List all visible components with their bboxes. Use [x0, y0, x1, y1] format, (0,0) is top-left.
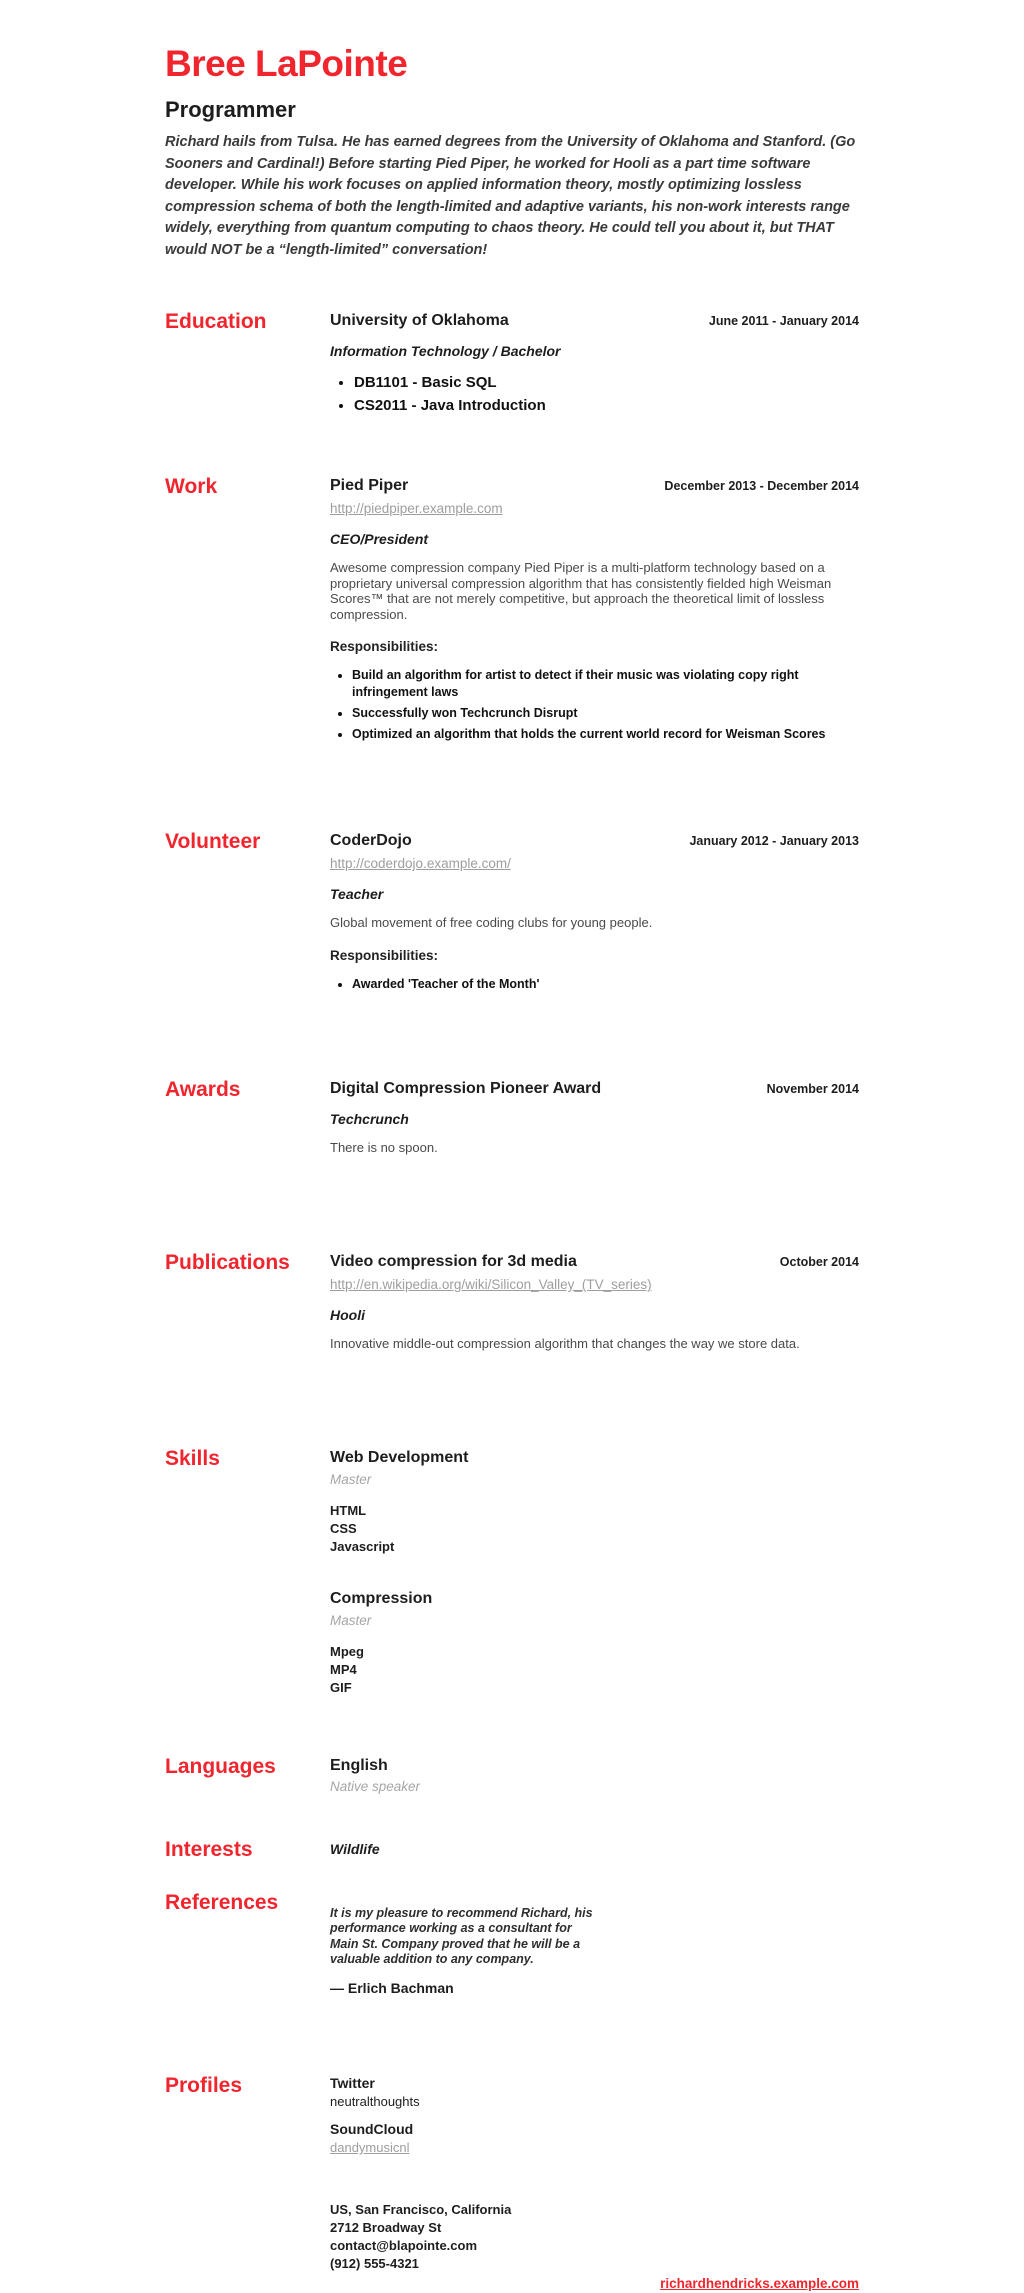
- profile-soundcloud: [330, 2121, 859, 2155]
- publication-date: October 2014: [779, 1255, 859, 1269]
- work-company: Pied Piper: [330, 477, 409, 494]
- interests-body: [330, 1839, 859, 1861]
- publication-summary: Innovative middle-out compression algorithm that changes the way we store data.: [330, 1336, 800, 1351]
- skill-compression: [330, 1589, 859, 1697]
- volunteer-organization-link[interactable]: http://coderdojo.example.com/: [330, 856, 511, 871]
- volunteer-organization: CoderDojo: [330, 832, 412, 849]
- volunteer-responsibilities-label: Responsibilities:: [330, 947, 439, 963]
- work-date: December 2013 - December 2014: [664, 479, 859, 493]
- work-highlight: • Optimized an algorithm that holds the current world record for Weisman Scores: [352, 726, 859, 743]
- education-degree: Information Technology / Bachelor: [330, 343, 561, 359]
- interest-name: Wildlife: [330, 1840, 380, 1857]
- profile-network: Twitter: [330, 2075, 375, 2091]
- skill-keyword-list: [330, 1502, 859, 1556]
- contact-phone: (912) 555-4321: [330, 2256, 419, 2271]
- personal-website-link[interactable]: richardhendricks.example.com: [660, 2276, 859, 2291]
- volunteer-highlight: • Awarded 'Teacher of the Month': [352, 976, 859, 993]
- resume-header: [165, 45, 859, 261]
- course-item: • CS2011 - Java Introduction: [354, 398, 859, 414]
- skill-keyword: MP4: [330, 1661, 357, 1677]
- work-body: [330, 476, 859, 747]
- volunteer-highlight-list: [330, 976, 859, 993]
- reference-name: — Erlich Bachman: [330, 1980, 454, 1996]
- award-title: Digital Compression Pioneer Award: [330, 1079, 602, 1097]
- education-date: June 2011 - January 2014: [708, 314, 859, 328]
- skill-keyword: HTML: [330, 1502, 367, 1518]
- skill-keyword: Javascript: [330, 1538, 395, 1554]
- profiles-body: [330, 2075, 859, 2155]
- volunteer-date: January 2012 - January 2013: [689, 834, 859, 848]
- section-title-awards: Awards: [165, 1077, 241, 1101]
- section-references: [165, 1892, 859, 1998]
- section-title-volunteer: Volunteer: [165, 830, 261, 853]
- contact-email: contact@blapointe.com: [330, 2238, 478, 2253]
- section-title-skills: Skills: [165, 1446, 220, 1470]
- education-institution: University of Oklahoma: [330, 312, 509, 329]
- publication-name: Video compression for 3d media: [330, 1253, 577, 1270]
- profile-twitter: [330, 2075, 859, 2109]
- contact-body: [330, 2201, 859, 2273]
- resume-page: [165, 0, 859, 2293]
- footer: [165, 2275, 859, 2293]
- section-profiles: [165, 2075, 859, 2155]
- education-course-list: [330, 375, 859, 414]
- section-title-languages: Languages: [165, 1754, 276, 1778]
- publication-link[interactable]: http://en.wikipedia.org/wiki/Silicon_Valley_(TV_series): [330, 1277, 652, 1292]
- person-name: Bree LaPointe: [165, 43, 408, 84]
- publications-body: [330, 1252, 859, 1365]
- profile-username-link[interactable]: dandymusicnl: [330, 2140, 410, 2155]
- profile-username: neutralthoughts: [330, 2094, 420, 2109]
- person-summary: Richard hails from Tulsa. He has earned degrees from the University of Oklahoma and Stanford. (Go Sooners and Cardinal!) Before starting Pied Piper, he worked for Hooli as a part time software developer. While his work focuses on applied information theory, mostly optimizing lossless compression schema of both the length-limited and adaptive variants, his non-work interests range widely, everything from quantum computing to chaos theory. He could tell you about it, but THAT would NOT be a “length-limited” conversation!: [165, 134, 856, 258]
- section-education: [165, 311, 859, 421]
- publication-publisher: Hooli: [330, 1307, 365, 1323]
- contact-address: 2712 Broadway St: [330, 2220, 442, 2235]
- skills-body: [330, 1448, 859, 1697]
- volunteer-body: [330, 831, 859, 997]
- education-body: [330, 311, 859, 421]
- volunteer-position: Teacher: [330, 886, 384, 902]
- section-title-references: References: [165, 1890, 279, 1914]
- work-summary: Awesome compression company Pied Piper is a multi-platform technology based on a proprietary universal compression algorithm that has consistently fielded high Weisman Scores™ that are not merely competitive, but approach the theoretical limit of lossless compression.: [330, 560, 832, 622]
- person-job-title: Programmer: [165, 97, 296, 122]
- section-skills: [165, 1448, 859, 1697]
- language-name: English: [330, 1756, 388, 1774]
- work-highlight: • Build an algorithm for artist to detect if their music was violating copy right infringement laws: [352, 667, 859, 701]
- section-title-publications: Publications: [165, 1251, 290, 1274]
- work-company-link[interactable]: http://piedpiper.example.com: [330, 501, 503, 516]
- section-interests: [165, 1839, 859, 1861]
- section-title-education: Education: [165, 310, 267, 333]
- skill-level: Master: [330, 1471, 372, 1487]
- skill-keyword: GIF: [330, 1679, 352, 1695]
- section-contact: [165, 2201, 859, 2273]
- profile-network: SoundCloud: [330, 2121, 414, 2137]
- section-volunteer: [165, 831, 859, 997]
- section-title-profiles: Profiles: [165, 2074, 243, 2097]
- languages-body: [330, 1756, 859, 1794]
- award-awarder: Techcrunch: [330, 1110, 409, 1127]
- references-body: [330, 1892, 859, 1998]
- work-highlight-list: [330, 667, 859, 743]
- award-date: November 2014: [766, 1081, 859, 1096]
- section-publications: [165, 1252, 859, 1365]
- contact-spacer: [165, 2201, 330, 2273]
- section-title-work: Work: [165, 475, 218, 498]
- section-languages: [165, 1756, 859, 1794]
- skill-keyword: Mpeg: [330, 1643, 364, 1659]
- reference-quote: It is my pleasure to recommend Richard, his performance working as a consultant for Main St. Company proved that he will be a valuable addition to any company.: [330, 1905, 593, 1966]
- skill-keyword: CSS: [330, 1520, 357, 1536]
- volunteer-summary: Global movement of free coding clubs for young people.: [330, 915, 653, 930]
- work-position: CEO/President: [330, 531, 429, 547]
- skill-web-development: [330, 1448, 859, 1556]
- language-fluency: Native speaker: [330, 1778, 421, 1794]
- skill-name: Web Development: [330, 1448, 469, 1466]
- awards-body: [330, 1079, 859, 1169]
- section-work: [165, 476, 859, 747]
- award-summary: There is no spoon.: [330, 1139, 438, 1155]
- section-title-interests: Interests: [165, 1837, 253, 1861]
- work-highlight: • Successfully won Techcrunch Disrupt: [352, 705, 859, 722]
- skill-name: Compression: [330, 1589, 433, 1607]
- skill-keyword-list: [330, 1643, 859, 1697]
- work-responsibilities-label: Responsibilities:: [330, 639, 439, 654]
- contact-location: US, San Francisco, California: [330, 2202, 512, 2217]
- section-awards: [165, 1079, 859, 1169]
- skill-level: Master: [330, 1612, 372, 1628]
- course-item: • DB1101 - Basic SQL: [354, 375, 859, 391]
